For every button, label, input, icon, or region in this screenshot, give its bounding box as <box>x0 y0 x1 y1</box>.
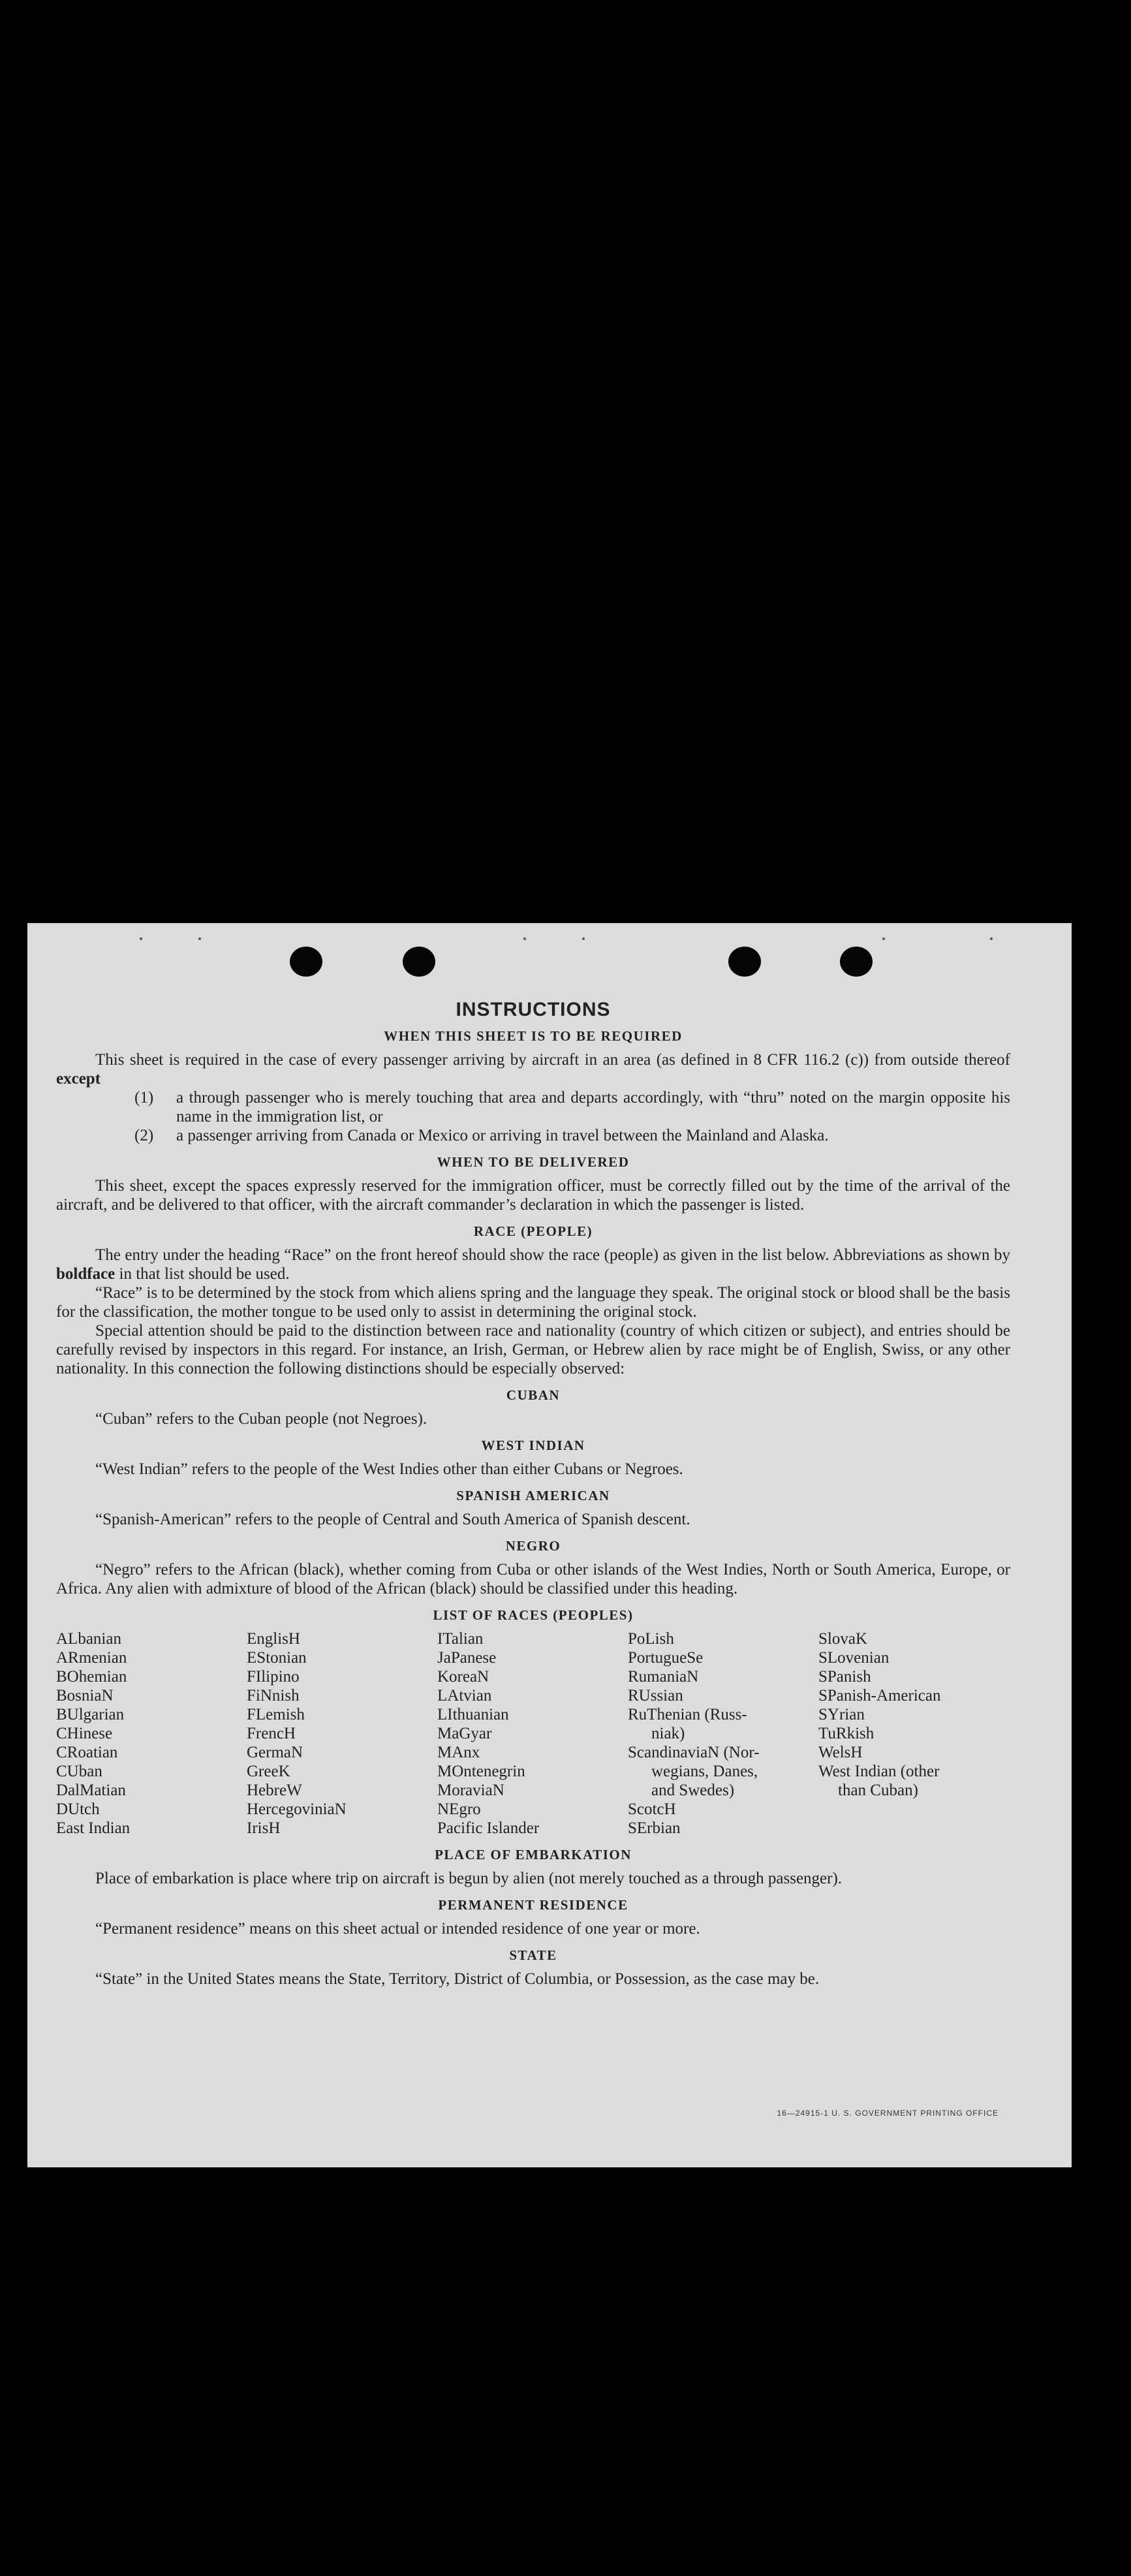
race-item: SErbian <box>628 1819 681 1837</box>
race-item: LIthuanian <box>437 1706 509 1723</box>
section-heading: PERMANENT RESIDENCE <box>438 1897 628 1913</box>
race-column <box>56 1629 247 1838</box>
race-item: and Swedes) <box>651 1782 735 1799</box>
race-item: WelsH <box>818 1744 863 1761</box>
race-item: HercegoviniaN <box>247 1800 347 1818</box>
instructions-content <box>56 1000 1010 1988</box>
paragraph: The entry under the heading “Race” on the front hereof should show the race (people) as given in the list below. Abbreviations as shown by boldface in that list should be used. <box>56 1246 1010 1283</box>
race-item: DalMatian <box>56 1782 126 1799</box>
race-item: GermaN <box>247 1744 303 1761</box>
paragraph: “State” in the United States means the State, Territory, District of Columbia, or Possession, as the case may be. <box>95 1970 820 1988</box>
race-item: JaPanese <box>437 1649 497 1667</box>
section-heading: NEGRO <box>505 1538 561 1554</box>
punch-hole <box>403 947 435 977</box>
instruction-sheet <box>27 923 1072 2167</box>
section-heading: STATE <box>509 1947 557 1963</box>
race-item: FLemish <box>247 1706 305 1723</box>
race-item: FIlipino <box>247 1668 300 1686</box>
section-heading: RACE (PEOPLE) <box>473 1223 593 1239</box>
section-heading: SPANISH AMERICAN <box>456 1488 610 1503</box>
race-item: CRoatian <box>56 1744 118 1761</box>
paragraph: Special attention should be paid to the distinction between race and nationality (country of which citizen or subject), and entries should be carefully revised by inspectors in this regard. For instance, an Irish, German, or Hebrew alien by race might be of English, Swiss, or any other nationality. In this connection the following distinctions should be especially observed: <box>56 1322 1010 1377</box>
margin-dot <box>140 937 142 940</box>
printer-imprint: 16—24915-1 U. S. GOVERNMENT PRINTING OFFICE <box>777 2109 999 2118</box>
race-item: PoLish <box>628 1630 674 1648</box>
race-item: RuThenian (Russ- <box>628 1706 747 1723</box>
punch-hole <box>290 947 322 977</box>
race-item: IrisH <box>247 1819 281 1837</box>
paragraph: “Spanish-American” refers to the people of Central and South America of Spanish descent. <box>95 1511 690 1528</box>
section-heading: WHEN THIS SHEET IS TO BE REQUIRED <box>384 1028 683 1044</box>
race-item: SPanish <box>818 1668 871 1686</box>
list-item: (2) a passenger arriving from Canada or Mexico or arriving in travel between the Mainland and Alaska. <box>134 1127 829 1144</box>
race-item: SLovenian <box>818 1649 890 1667</box>
list-item: (1) a through passenger who is merely touching that area and departs accordingly, with “thru” noted on the margin opposite his name in the immigration list, or <box>134 1089 1010 1125</box>
race-item: NEgro <box>437 1800 481 1818</box>
race-column <box>628 1629 818 1838</box>
race-item: GreeK <box>247 1763 290 1780</box>
race-item: RumaniaN <box>628 1668 699 1686</box>
race-item: FrencH <box>247 1725 296 1742</box>
race-item: SlovaK <box>818 1630 867 1648</box>
race-item: HebreW <box>247 1782 302 1799</box>
race-item: niak) <box>651 1725 685 1742</box>
race-item: MaGyar <box>437 1725 492 1742</box>
race-item: East Indian <box>56 1819 131 1837</box>
section-heading: WHEN TO BE DELIVERED <box>437 1154 630 1170</box>
race-item: DUtch <box>56 1800 100 1818</box>
paragraph: “West Indian” refers to the people of the West Indies other than either Cubans or Negroes. <box>95 1460 683 1478</box>
race-item: FiNnish <box>247 1687 300 1704</box>
paragraph: “Race” is to be determined by the stock from which aliens spring and the language they speak. The original stock or blood shall be the basis for the classification, the mother tongue to be used only to assist in determining the original stock. <box>56 1284 1010 1321</box>
race-item: BosniaN <box>56 1687 114 1704</box>
race-item: TuRkish <box>818 1725 875 1742</box>
race-item: EStonian <box>247 1649 307 1667</box>
race-item: MoraviaN <box>437 1782 504 1799</box>
race-list <box>56 1629 1010 1838</box>
race-item: BOhemian <box>56 1668 127 1686</box>
paragraph: Place of embarkation is place where trip on aircraft is begun by alien (not merely touched as a through passenger). <box>95 1870 843 1887</box>
race-item: KoreaN <box>437 1668 489 1686</box>
section-heading: PLACE OF EMBARKATION <box>435 1847 632 1862</box>
margin-dot <box>882 937 885 940</box>
paragraph: This sheet, except the spaces expressly reserved for the immigration officer, must be correctly filled out by the time of the arrival of the aircraft, and be delivered to that officer, with the aircraft commander’s declaration in which the passenger is listed. <box>56 1177 1010 1214</box>
race-item: wegians, Danes, <box>651 1763 758 1780</box>
margin-dot <box>582 937 585 940</box>
race-item: ScandinaviaN (Nor- <box>628 1744 760 1761</box>
race-item: MOntenegrin <box>437 1763 525 1780</box>
paragraph: “Permanent residence” means on this sheet actual or intended residence of one year or more. <box>95 1920 700 1938</box>
race-item: ALbanian <box>56 1630 121 1648</box>
race-item: Pacific Islander <box>437 1819 540 1837</box>
page-title: INSTRUCTIONS <box>456 999 611 1020</box>
race-item: CHinese <box>56 1725 113 1742</box>
race-item: ITalian <box>437 1630 484 1648</box>
paragraph: This sheet is required in the case of every passenger arriving by aircraft in an area (as defined in 8 CFR 116.2 (c)) from outside thereof except <box>56 1051 1010 1088</box>
race-column <box>437 1629 628 1838</box>
race-item: CUban <box>56 1763 102 1780</box>
race-item: RUssian <box>628 1687 683 1704</box>
section-heading: CUBAN <box>506 1387 561 1403</box>
paragraph: “Cuban” refers to the Cuban people (not Negroes). <box>95 1410 427 1428</box>
margin-dot <box>990 937 993 940</box>
race-item: MAnx <box>437 1744 480 1761</box>
race-item: BUlgarian <box>56 1706 125 1723</box>
race-item: SPanish-American <box>818 1687 941 1704</box>
race-item: ScotcH <box>628 1800 676 1818</box>
punch-hole <box>840 947 873 977</box>
exception-list <box>134 1088 1010 1145</box>
race-item: SYrian <box>818 1706 865 1723</box>
race-item: EnglisH <box>247 1630 300 1648</box>
race-item: West Indian (other <box>818 1763 940 1780</box>
race-item: PortugueSe <box>628 1649 704 1667</box>
margin-dot <box>523 937 526 940</box>
race-column <box>818 1629 1009 1838</box>
race-item: than Cuban) <box>838 1782 918 1799</box>
race-column <box>247 1629 437 1838</box>
punch-hole <box>728 947 761 977</box>
race-item: LAtvian <box>437 1687 492 1704</box>
section-heading: WEST INDIAN <box>481 1437 585 1453</box>
margin-dot <box>198 937 201 940</box>
race-item: ARmenian <box>56 1649 127 1667</box>
paragraph: “Negro” refers to the African (black), whether coming from Cuba or other islands of the West Indies, North or South America, Europe, or Africa. Any alien with admixture of blood of the African (black) should be classified under this heading. <box>56 1561 1010 1597</box>
section-heading: LIST OF RACES (PEOPLES) <box>433 1607 634 1623</box>
